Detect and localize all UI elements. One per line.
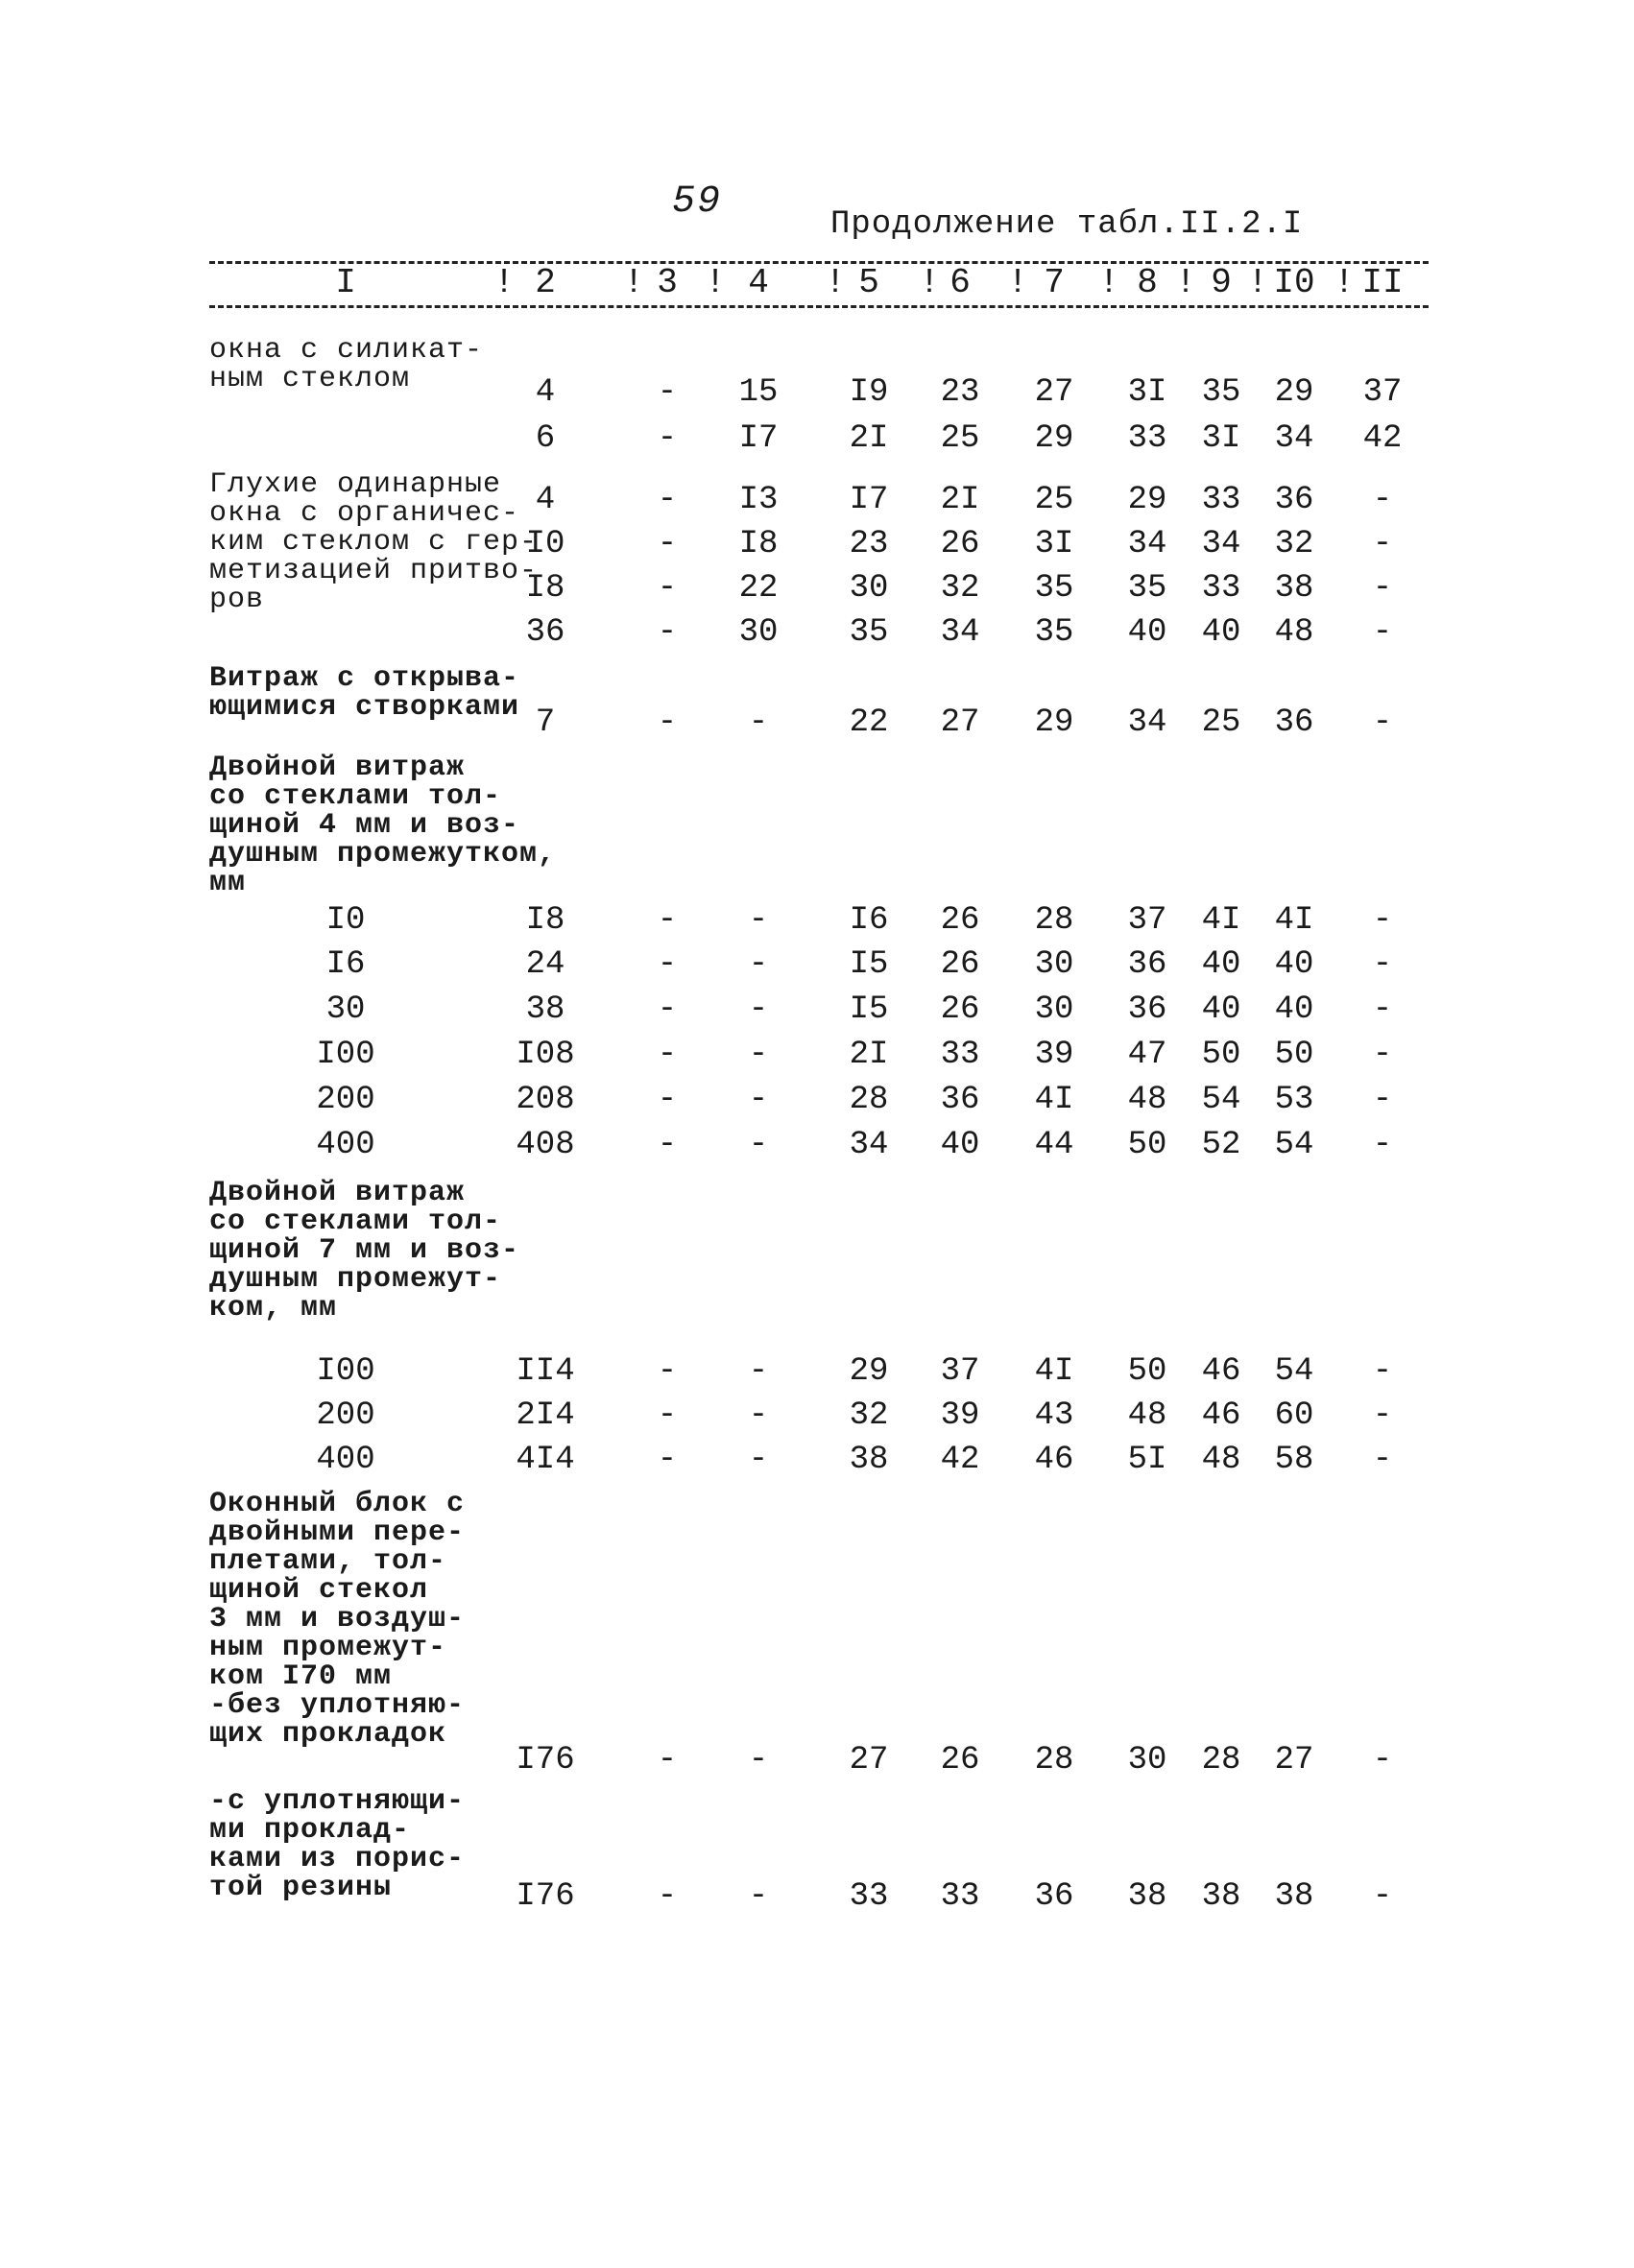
table-cell: 15 xyxy=(738,374,779,411)
table-cell: 29 xyxy=(1274,374,1314,411)
table-cell: - xyxy=(1372,1442,1393,1478)
table-cell: 2I4 xyxy=(516,1397,575,1434)
header-column-5: 5 xyxy=(858,263,879,302)
table-cell: 33 xyxy=(1127,420,1167,457)
table-cell: 4I xyxy=(1034,1353,1074,1390)
table-cell: 2I xyxy=(940,482,980,518)
table-cell: - xyxy=(1372,614,1393,651)
table-cell: I08 xyxy=(516,1037,575,1073)
table-cell: 33 xyxy=(849,1878,889,1915)
header-separator: ! xyxy=(623,263,644,302)
table-cell: 3I xyxy=(1034,526,1074,562)
table-cell: - xyxy=(657,1127,678,1163)
table-cell: 25 xyxy=(1201,704,1241,741)
table-cell: 30 xyxy=(1034,991,1074,1028)
table-cell: 35 xyxy=(1034,614,1074,651)
table-cell: 33 xyxy=(940,1037,980,1073)
table-cell: 29 xyxy=(849,1353,889,1390)
table-cell: 4 xyxy=(535,482,556,518)
table-cell: 26 xyxy=(940,1742,980,1779)
header-column-9: 9 xyxy=(1211,263,1232,302)
table-cell: 37 xyxy=(940,1353,980,1390)
table-cell: - xyxy=(1372,704,1393,741)
table-cell: 28 xyxy=(1201,1742,1241,1779)
table-cell: - xyxy=(657,614,678,651)
table-cell: 4I xyxy=(1034,1082,1074,1118)
table-cell: - xyxy=(1372,902,1393,939)
table-cell: 40 xyxy=(1274,991,1314,1028)
table-cell: - xyxy=(657,1397,678,1434)
table-cell: 28 xyxy=(849,1082,889,1118)
table-cell: 34 xyxy=(1201,526,1241,562)
table-cell: 35 xyxy=(849,614,889,651)
table-cell: 40 xyxy=(940,1127,980,1163)
table-cell: 35 xyxy=(1201,374,1241,411)
table-cell: 46 xyxy=(1201,1353,1241,1390)
table-cell: 48 xyxy=(1127,1082,1167,1118)
header-column-4: 4 xyxy=(748,263,769,302)
table-cell: 48 xyxy=(1127,1397,1167,1434)
table-cell: - xyxy=(748,1742,769,1779)
table-cell: 36 xyxy=(1127,946,1167,983)
table-cell: 33 xyxy=(1201,482,1241,518)
table-cell: 25 xyxy=(940,420,980,457)
table-cell: 5I xyxy=(1127,1442,1167,1478)
table-cell: - xyxy=(657,482,678,518)
table-cell: 34 xyxy=(1127,526,1167,562)
table-cell: - xyxy=(657,1082,678,1118)
table-cell: 30 xyxy=(1127,1742,1167,1779)
header-separator: ! xyxy=(1175,263,1196,302)
table-cell: 28 xyxy=(1034,1742,1074,1779)
table-cell: 30 xyxy=(738,614,779,651)
table-cell: 33 xyxy=(940,1878,980,1915)
table-cell: - xyxy=(1372,1742,1393,1779)
table-cell: 39 xyxy=(940,1397,980,1434)
row-label: Двойной витраж со стеклами тол- щиной 4 мм и воз- душным промежутком, мм xyxy=(209,752,557,899)
table-cell: - xyxy=(1372,1082,1393,1118)
table-cell: - xyxy=(1372,570,1393,607)
table-cell: 4I xyxy=(1201,902,1241,939)
row-label: Двойной витраж со стеклами тол- щиной 7 мм и воз- душным промежут- ком, мм xyxy=(209,1177,520,1325)
table-cell: 38 xyxy=(1201,1878,1241,1915)
table-cell: 408 xyxy=(516,1127,575,1163)
table-cell: - xyxy=(748,902,769,939)
table-cell: - xyxy=(657,946,678,983)
header-column-7: 7 xyxy=(1044,263,1065,302)
table-cell: 36 xyxy=(1274,482,1314,518)
table-cell: 26 xyxy=(940,991,980,1028)
table-cell: 3I xyxy=(1127,374,1167,411)
table-cell: 36 xyxy=(1127,991,1167,1028)
table-cell: I7 xyxy=(738,420,779,457)
table-cell: - xyxy=(748,1082,769,1118)
header-separator: ! xyxy=(825,263,846,302)
table-cell: I6 xyxy=(849,902,889,939)
table-cell: 27 xyxy=(1274,1742,1314,1779)
table-cell: 42 xyxy=(940,1442,980,1478)
row-subvalue: I00 xyxy=(316,1353,375,1390)
table-cell: 58 xyxy=(1274,1442,1314,1478)
table-cell: I9 xyxy=(849,374,889,411)
table-cell: 36 xyxy=(1034,1878,1074,1915)
header-column-2: 2 xyxy=(535,263,556,302)
table-cell: I76 xyxy=(516,1878,575,1915)
table-cell: 52 xyxy=(1201,1127,1241,1163)
header-separator: ! xyxy=(493,263,515,302)
header-separator: ! xyxy=(1098,263,1119,302)
table-cell: - xyxy=(1372,946,1393,983)
table-cell: 6 xyxy=(535,420,556,457)
table-cell: 27 xyxy=(1034,374,1074,411)
header-separator: ! xyxy=(1334,263,1355,302)
header-column-1: I xyxy=(335,263,356,302)
row-subvalue: I0 xyxy=(325,902,366,939)
header-separator: ! xyxy=(1007,263,1028,302)
header-separator: ! xyxy=(705,263,726,302)
table-cell: - xyxy=(748,1442,769,1478)
table-cell: 33 xyxy=(1201,570,1241,607)
table-cell: 50 xyxy=(1274,1037,1314,1073)
header-rule-bottom xyxy=(209,305,1429,308)
table-cell: 27 xyxy=(940,704,980,741)
table-cell: I8 xyxy=(525,570,565,607)
table-cell: - xyxy=(748,1353,769,1390)
table-cell: 32 xyxy=(849,1397,889,1434)
table-cell: 38 xyxy=(1274,570,1314,607)
table-cell: I0 xyxy=(525,526,565,562)
table-cell: - xyxy=(748,1878,769,1915)
table-cell: - xyxy=(1372,1127,1393,1163)
table-cell: 37 xyxy=(1362,374,1403,411)
table-cell: 22 xyxy=(849,704,889,741)
table-cell: 34 xyxy=(1274,420,1314,457)
table-cell: 46 xyxy=(1034,1442,1074,1478)
table-cell: 23 xyxy=(849,526,889,562)
table-cell: 29 xyxy=(1034,420,1074,457)
table-cell: - xyxy=(1372,526,1393,562)
table-cell: 208 xyxy=(516,1082,575,1118)
row-subvalue: I6 xyxy=(325,946,366,983)
table-cell: 53 xyxy=(1274,1082,1314,1118)
table-cell: 32 xyxy=(940,570,980,607)
table-cell: - xyxy=(748,1037,769,1073)
table-cell: - xyxy=(1372,1878,1393,1915)
table-cell: 38 xyxy=(525,991,565,1028)
table-cell: 47 xyxy=(1127,1037,1167,1073)
row-label: -с уплотняющи- ми проклад- ками из порис- той резины xyxy=(209,1785,466,1904)
table-cell: 28 xyxy=(1034,902,1074,939)
table-cell: 60 xyxy=(1274,1397,1314,1434)
row-subvalue: 200 xyxy=(316,1397,375,1434)
table-cell: II4 xyxy=(516,1353,575,1390)
table-cell: 4I4 xyxy=(516,1442,575,1478)
table-cell: - xyxy=(657,902,678,939)
table-cell: I8 xyxy=(525,902,565,939)
row-label: Витраж с открыва- ющимися створками xyxy=(209,662,520,724)
table-cell: 40 xyxy=(1201,991,1241,1028)
header-separator: ! xyxy=(919,263,940,302)
table-cell: I7 xyxy=(849,482,889,518)
row-subvalue: 30 xyxy=(325,991,366,1028)
table-cell: - xyxy=(1372,991,1393,1028)
table-cell: - xyxy=(657,1442,678,1478)
row-label: Глухие одинарные окна с органичес- ким стеклом с гер- метизацией притво- ров xyxy=(209,468,539,616)
table-cell: 54 xyxy=(1201,1082,1241,1118)
table-cell: - xyxy=(657,420,678,457)
table-cell: 36 xyxy=(525,614,565,651)
row-subvalue: 400 xyxy=(316,1127,375,1163)
header-column-6: 6 xyxy=(949,263,971,302)
table-cell: 29 xyxy=(1034,704,1074,741)
table-cell: - xyxy=(657,704,678,741)
table-cell: - xyxy=(748,704,769,741)
table-cell: - xyxy=(657,1742,678,1779)
table-cell: I8 xyxy=(738,526,779,562)
table-cell: 46 xyxy=(1201,1397,1241,1434)
table-cell: - xyxy=(748,1397,769,1434)
table-cell: I5 xyxy=(849,946,889,983)
table-cell: 32 xyxy=(1274,526,1314,562)
table-cell: - xyxy=(748,946,769,983)
table-cell: I5 xyxy=(849,991,889,1028)
table-cell: 43 xyxy=(1034,1397,1074,1434)
table-cell: 4I xyxy=(1274,902,1314,939)
table-cell: 40 xyxy=(1201,946,1241,983)
table-cell: 29 xyxy=(1127,482,1167,518)
table-cell: - xyxy=(657,1878,678,1915)
table-cell: 38 xyxy=(1274,1878,1314,1915)
table-cell: 50 xyxy=(1201,1037,1241,1073)
row-label: окна с силикат- ным стеклом xyxy=(209,334,484,395)
table-cell: 36 xyxy=(1274,704,1314,741)
table-cell: 26 xyxy=(940,946,980,983)
header-column-10: I0 xyxy=(1273,263,1315,302)
table-cell: 4 xyxy=(535,374,556,411)
table-cell: - xyxy=(657,570,678,607)
table-cell: 44 xyxy=(1034,1127,1074,1163)
table-cell: 36 xyxy=(940,1082,980,1118)
table-cell: 54 xyxy=(1274,1353,1314,1390)
header-column-11: II xyxy=(1361,263,1404,302)
table-cell: 30 xyxy=(1034,946,1074,983)
table-cell: - xyxy=(1372,1353,1393,1390)
table-cell: - xyxy=(657,991,678,1028)
table-cell: 38 xyxy=(1127,1878,1167,1915)
header-separator: ! xyxy=(1247,263,1268,302)
table-cell: I76 xyxy=(516,1742,575,1779)
table-cell: 50 xyxy=(1127,1353,1167,1390)
table-cell: 3I xyxy=(1201,420,1241,457)
table-cell: 30 xyxy=(849,570,889,607)
continuation-title: Продолжение табл.II.2.I xyxy=(830,206,1304,243)
row-subvalue: 200 xyxy=(316,1082,375,1118)
row-label: Оконный блок с двойными пере- плетами, тол- щиной стекол 3 мм и воздуш- ным промежут- ком I70 мм -без уплотняю- щих прокладок xyxy=(209,1488,466,1751)
table-cell: 27 xyxy=(849,1742,889,1779)
table-cell: - xyxy=(657,374,678,411)
table-cell: - xyxy=(748,1127,769,1163)
page-number: 59 xyxy=(672,180,723,224)
table-cell: 38 xyxy=(849,1442,889,1478)
table-cell: 34 xyxy=(1127,704,1167,741)
table-cell: 40 xyxy=(1127,614,1167,651)
table-cell: 7 xyxy=(535,704,556,741)
table-cell: - xyxy=(1372,1397,1393,1434)
table-cell: 34 xyxy=(849,1127,889,1163)
table-cell: 2I xyxy=(849,1037,889,1073)
table-cell: - xyxy=(748,991,769,1028)
table-cell: - xyxy=(657,526,678,562)
table-cell: 48 xyxy=(1274,614,1314,651)
table-cell: 2I xyxy=(849,420,889,457)
table-cell: 40 xyxy=(1274,946,1314,983)
table-cell: 50 xyxy=(1127,1127,1167,1163)
table-cell: - xyxy=(657,1353,678,1390)
row-subvalue: I00 xyxy=(316,1037,375,1073)
table-cell: 23 xyxy=(940,374,980,411)
table-cell: 48 xyxy=(1201,1442,1241,1478)
table-cell: 26 xyxy=(940,526,980,562)
table-cell: 37 xyxy=(1127,902,1167,939)
table-cell: 35 xyxy=(1034,570,1074,607)
table-cell: 39 xyxy=(1034,1037,1074,1073)
row-subvalue: 400 xyxy=(316,1442,375,1478)
table-cell: 35 xyxy=(1127,570,1167,607)
table-cell: 40 xyxy=(1201,614,1241,651)
table-cell: 24 xyxy=(525,946,565,983)
table-cell: 34 xyxy=(940,614,980,651)
table-cell: 42 xyxy=(1362,420,1403,457)
header-column-8: 8 xyxy=(1137,263,1158,302)
table-cell: I3 xyxy=(738,482,779,518)
table-cell: 26 xyxy=(940,902,980,939)
table-cell: 22 xyxy=(738,570,779,607)
header-rule-top xyxy=(209,261,1429,264)
table-cell: 54 xyxy=(1274,1127,1314,1163)
header-column-3: 3 xyxy=(657,263,678,302)
table-cell: - xyxy=(1372,1037,1393,1073)
table-cell: - xyxy=(1372,482,1393,518)
table-cell: 25 xyxy=(1034,482,1074,518)
table-cell: - xyxy=(657,1037,678,1073)
